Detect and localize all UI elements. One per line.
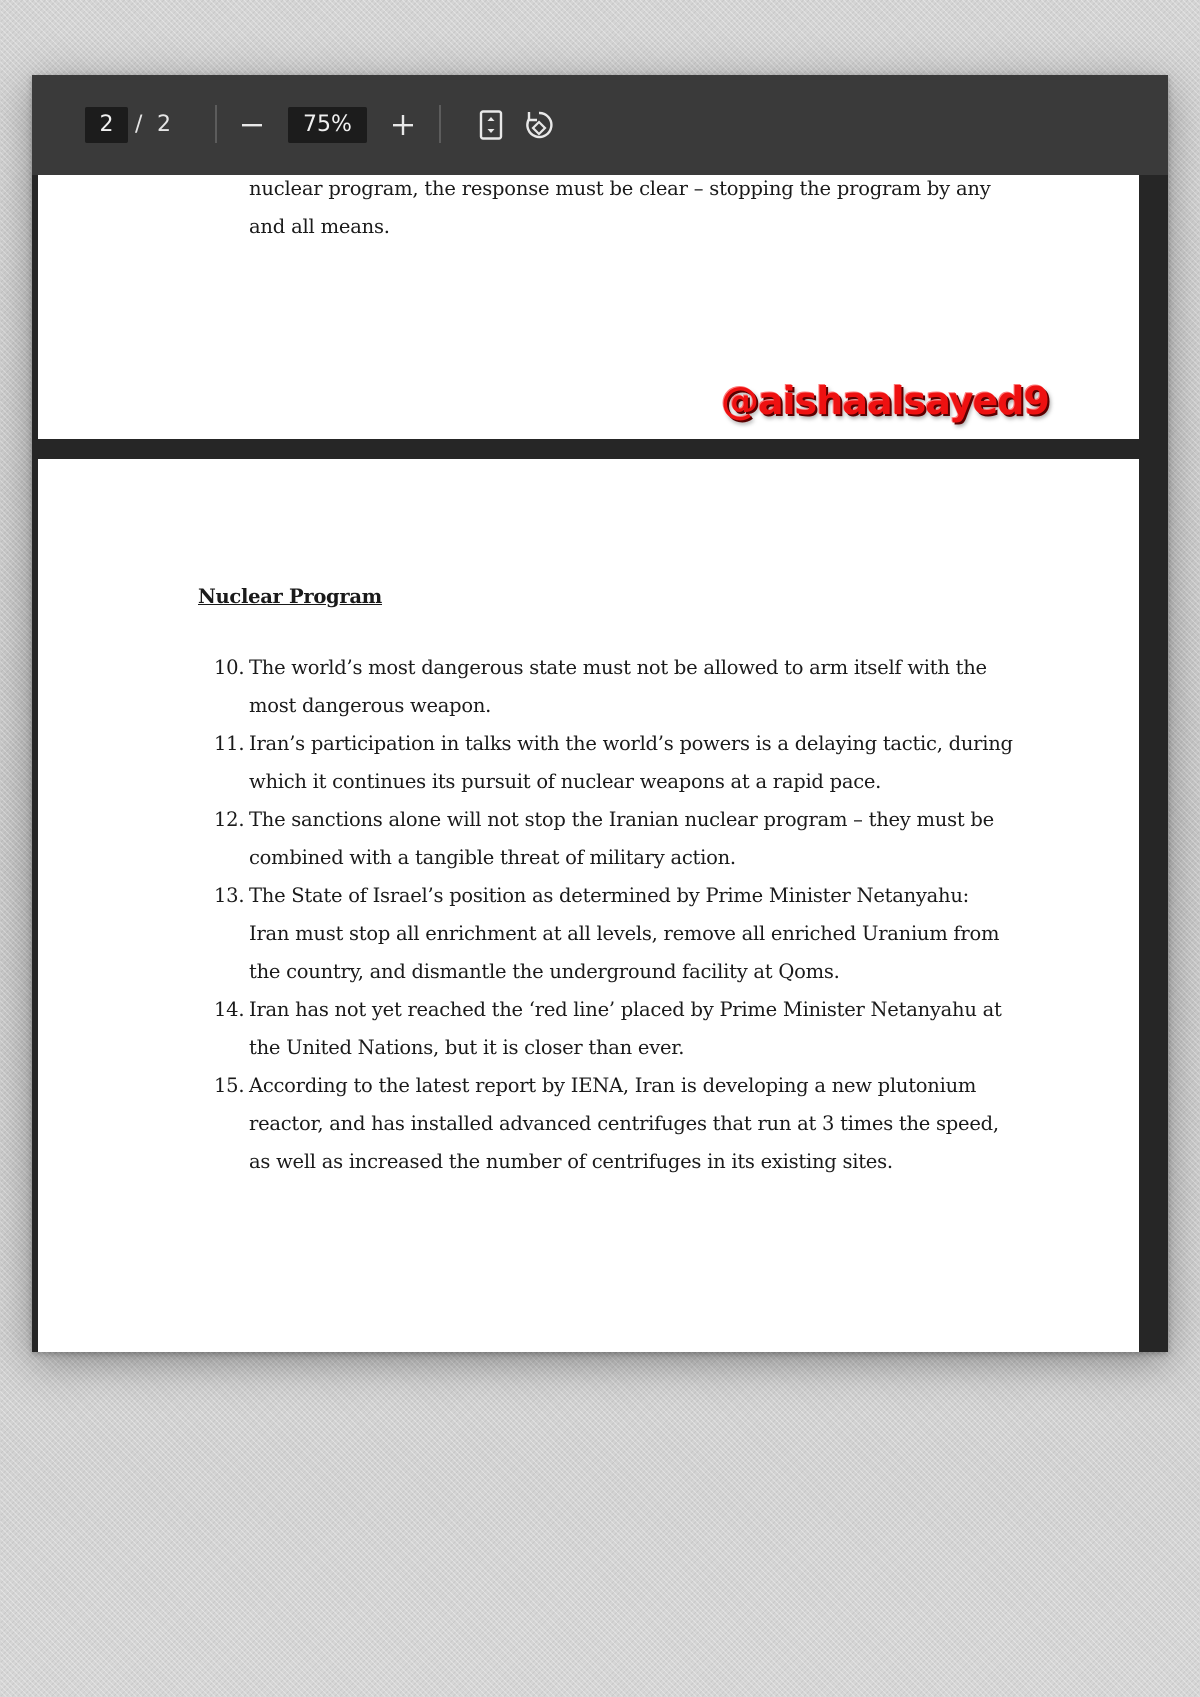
toolbar-divider <box>439 105 441 143</box>
list-item <box>214 877 1014 991</box>
numbered-list <box>214 649 1014 1181</box>
list-item-number: 12. <box>214 808 245 831</box>
list-item <box>214 1067 1014 1181</box>
page-1-paragraph: nuclear program, the response must be clear – stopping the program by any and all means. <box>249 177 991 238</box>
vertical-scrollbar[interactable] <box>1139 175 1168 1352</box>
minus-icon <box>241 114 263 136</box>
list-item-number: 13. <box>214 884 245 907</box>
rotate-button[interactable] <box>519 105 559 145</box>
pdf-viewer <box>32 75 1168 1352</box>
list-item-text: Iran’s participation in talks with the world’s powers is a delaying tactic, during which it continues its pursuit of nuclear weapons at a rapid pace. <box>249 732 1013 793</box>
list-item-number: 15. <box>214 1074 245 1097</box>
total-pages: 2 <box>157 112 171 137</box>
zoom-out-button[interactable] <box>232 105 272 145</box>
list-item-number: 10. <box>214 656 245 679</box>
section-heading: Nuclear Program <box>198 585 383 608</box>
list-item-text: The State of Israel’s position as determined by Prime Minister Netanyahu: Iran must stop all enrichment at all levels, remove all enriched Uranium from the country, and dismantle the underground facility at Qoms. <box>249 884 1000 983</box>
fit-to-page-icon <box>478 110 504 140</box>
list-item <box>214 649 1014 725</box>
viewer-toolbar <box>32 75 1168 175</box>
list-item-text: According to the latest report by IENA, Iran is developing a new plutonium reactor, and has installed advanced centrifuges that run at 3 times the speed, as well as increased the number of centrifuges in its existing sites. <box>249 1074 999 1173</box>
zoom-in-button[interactable] <box>383 105 423 145</box>
list-item <box>214 725 1014 801</box>
list-item-text: The world’s most dangerous state must not be allowed to arm itself with the most dangerous weapon. <box>249 656 987 717</box>
list-item-number: 14. <box>214 998 245 1021</box>
rotate-icon <box>523 109 555 141</box>
list-item-text: Iran has not yet reached the ‘red line’ placed by Prime Minister Netanyahu at the United Nations, but it is closer than ever. <box>249 998 1002 1059</box>
page-separator: / <box>135 112 143 137</box>
watermark-handle: @aishaalsayed9 <box>721 379 1049 423</box>
toolbar-divider <box>215 105 217 143</box>
list-item <box>214 991 1014 1067</box>
fit-page-button[interactable] <box>471 105 511 145</box>
pdf-page-2 <box>38 459 1139 1352</box>
list-item <box>214 801 1014 877</box>
list-item-number: 11. <box>214 732 245 755</box>
plus-icon <box>392 114 414 136</box>
zoom-level-input[interactable]: 75% <box>288 107 367 143</box>
list-item-text: The sanctions alone will not stop the Iranian nuclear program – they must be combined with a tangible threat of military action. <box>249 808 994 869</box>
page-number-input[interactable]: 2 <box>85 107 128 143</box>
